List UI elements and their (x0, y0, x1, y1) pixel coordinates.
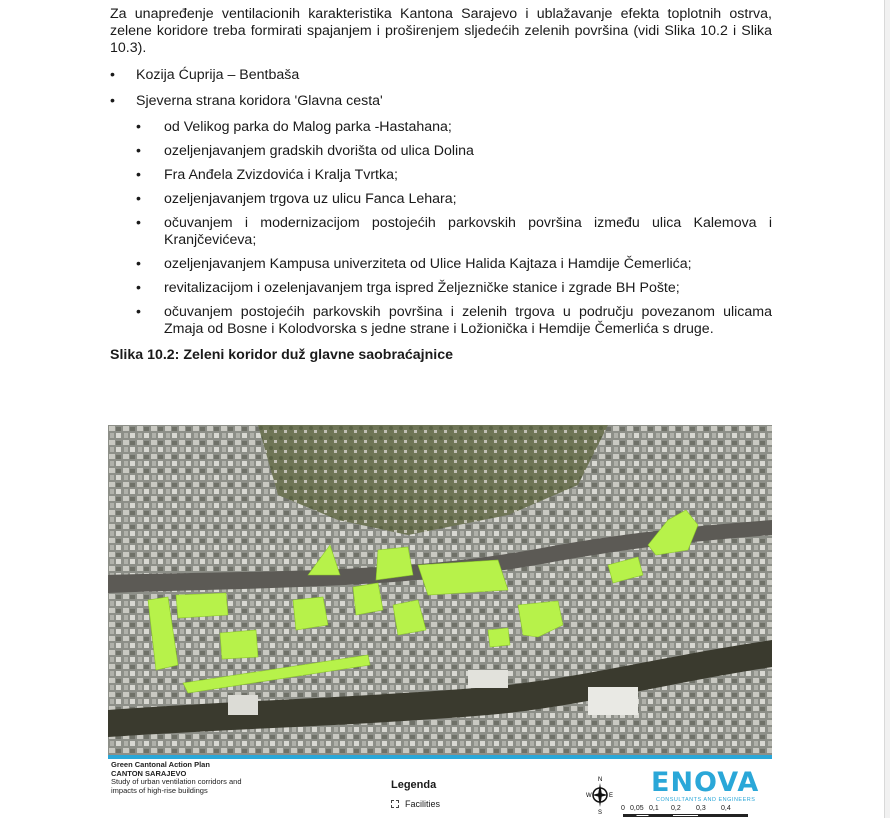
aerial-map (108, 425, 772, 755)
scrollbar-track[interactable] (884, 0, 890, 818)
facility-icon (391, 800, 399, 808)
scale-bar (621, 805, 751, 818)
document-body (110, 6, 772, 364)
building (228, 695, 258, 715)
list-item: • ozeljenjavanjem Kampusa univerziteta od Ulice Halida Kajtaza i Hamdije Čemerlića; (136, 256, 772, 273)
bullet-list (110, 67, 772, 338)
scale-label: 0,4 (721, 805, 731, 812)
list-item: • ozeljenjavanjem trgova uz ulicu Fanca Lehara; (136, 191, 772, 208)
enova-logo: ENOVA (651, 767, 760, 798)
building (588, 687, 638, 715)
study-title-line: Study of urban ventilation corridors and (111, 777, 242, 786)
map-title-block (111, 761, 242, 795)
scale-label: 0,2 (671, 805, 681, 812)
list-item: • od Velikog parka do Malog parka -Hastahana; (136, 119, 772, 136)
legend-title: Legenda (391, 779, 437, 791)
list-item (110, 93, 772, 338)
list-item: • Fra Anđela Zvizdovića i Kralja Tvrtka; (136, 167, 772, 184)
scale-label: 0,05 (630, 805, 644, 812)
map-footer (108, 755, 772, 818)
compass-south-label: S (598, 810, 603, 815)
compass-west-label: W (586, 793, 592, 799)
list-item: • očuvanjem postojećih parkovskih površina i zelenih trgova u području povezanom ulicama Zmaja od Bosne i Kolodvorska s jedne strane i Ložionička i Hemdije Čemerlića s druge. (136, 304, 772, 338)
sub-bullet-list (136, 119, 772, 338)
compass-icon (586, 775, 614, 815)
canton-name: CANTON SARAJEVO (111, 768, 187, 778)
figure-caption: Slika 10.2: Zeleni koridor duž glavne saobraćajnice (110, 347, 453, 363)
compass-east-label: E (609, 793, 614, 799)
list-item: • Kozija Ćuprija – Bentbaša (110, 67, 772, 84)
scale-label: 0 (621, 805, 625, 812)
compass-north-label: N (598, 777, 603, 783)
list-item: • ozeljenjavanjem gradskih dvorišta od ulica Dolina (136, 143, 772, 160)
scale-bar-graphic (623, 814, 748, 817)
list-item: • revitalizacijom i ozelenjavanjem trga ispred Željezničke stanice i zgrade BH Pošte; (136, 280, 772, 297)
intro-paragraph: Za unapređenje ventilacionih karakteristika Kantona Sarajevo i ublažavanje efekta toplotnih ostrva, zelene koridore treba formirati spajanjem i proširenjem sljedećih zelenih površina (vidi Slika 10.2 i Slika 10.3). (110, 6, 772, 56)
scale-label: 0,3 (696, 805, 706, 812)
map-figure (108, 425, 772, 818)
legend-label: Facilities (405, 799, 441, 809)
study-title-line: impacts of high-rise buildings (111, 785, 208, 795)
project-name: Green Cantonal Action Plan (111, 760, 210, 769)
building (468, 670, 508, 688)
scale-label: 0,1 (649, 805, 659, 812)
list-item-label: Sjeverna strana koridora 'Glavna cesta' (136, 93, 383, 109)
legend-item (391, 799, 440, 809)
logo-subtitle: CONSULTANTS AND ENGINEERS (656, 797, 756, 803)
list-item: • očuvanjem i modernizacijom postojećih parkovskih površina između ulica Kalemova i Kranjčevićeva; (136, 215, 772, 249)
